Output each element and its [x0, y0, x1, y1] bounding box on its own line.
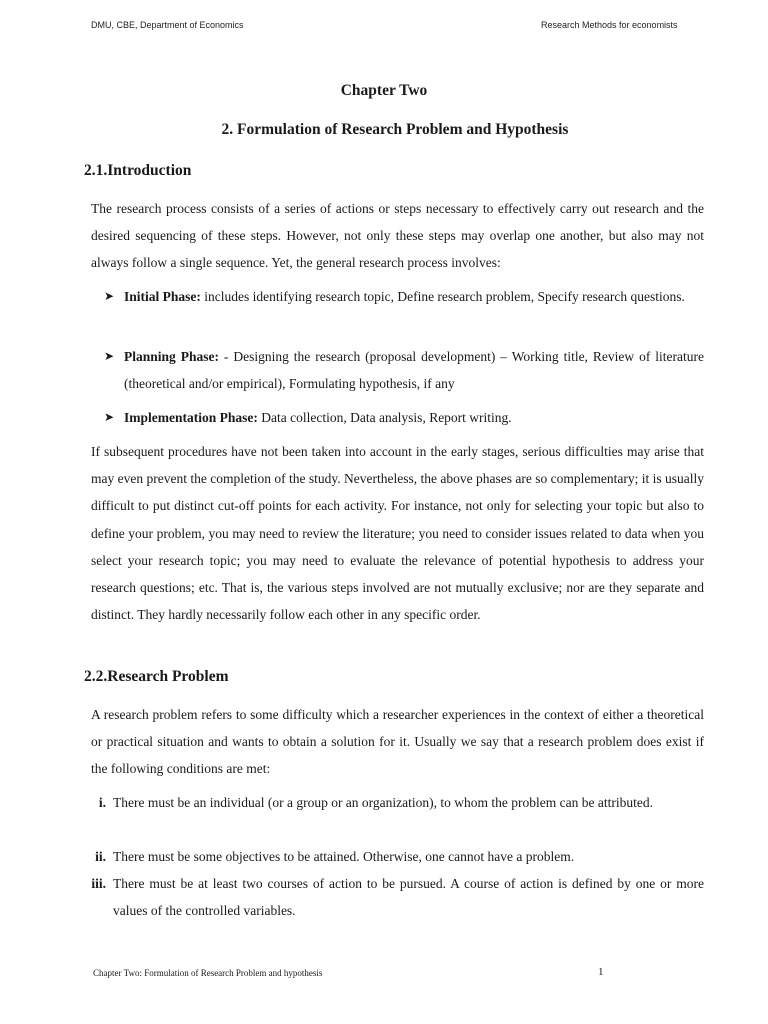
- condition-item: [84, 843, 704, 870]
- item-text: There must be some objectives to be attained. Otherwise, one cannot have a problem.: [113, 849, 575, 864]
- research-problem-paragraph: A research problem refers to some difficulty which a researcher experiences in the context of either a theoretical or practical situation and wants to obtain a solution for it. Usually we say that a research problem does exist if the following conditions are met:: [91, 707, 704, 777]
- chapter-title: 2. Formulation of Research Problem and Hypothesis: [221, 121, 569, 138]
- bullet-label: Planning Phase:: [124, 349, 219, 364]
- item-number: i.: [98, 795, 106, 810]
- item-text: There must be at least two courses of action to be pursued. A course of action is defined by one or more values of the controlled variables.: [113, 876, 704, 919]
- bullet-implementation-phase: [104, 404, 704, 431]
- condition-item: [84, 870, 704, 924]
- bullet-label: Implementation Phase:: [124, 410, 258, 425]
- arrow-bullet-icon: ➤: [104, 289, 115, 303]
- process-paragraph: If subsequent procedures have not been taken into account in the early stages, serious difficulties may arise that may even prevent the completion of the study. Nevertheless, the above phases are so complementary; it is usually difficult to put distinct cut-off points for each activity. For instance, not only for selecting your topic but also to define your problem, you may need to review the literature; you need to consider issues related to data when you select your research topic; you may need to evaluate the relevance of potential hypothesis to address your research questions; etc. That is, the various steps involved are not mutually exclusive; nor are they separate and distinct. They hardly necessarily follow each other in any specific order.: [91, 444, 704, 623]
- bullet-text: Data collection, Data analysis, Report writing.: [257, 410, 512, 425]
- bullet-text: includes identifying research topic, Define research problem, Specify research questions.: [200, 289, 685, 304]
- section-heading-research-problem: 2.2.Research Problem: [84, 668, 229, 685]
- arrow-bullet-icon: ➤: [104, 349, 115, 363]
- bullet-planning-phase: [104, 343, 704, 397]
- condition-item: [84, 789, 704, 816]
- item-number: ii.: [95, 849, 106, 864]
- section-heading-introduction: 2.1.Introduction: [84, 162, 192, 179]
- running-header-right: Research Methods for economists: [541, 20, 678, 30]
- running-header-left: DMU, CBE, Department of Economics: [91, 20, 244, 30]
- item-text: There must be an individual (or a group or an organization), to whom the problem can be attributed.: [113, 795, 653, 810]
- chapter-heading: Chapter Two: [340, 82, 428, 99]
- bullet-label: Initial Phase:: [124, 289, 201, 304]
- item-number: iii.: [91, 876, 106, 891]
- bullet-initial-phase: [104, 283, 704, 310]
- arrow-bullet-icon: ➤: [104, 410, 115, 424]
- running-footer: Chapter Two: Formulation of Research Problem and hypothesis: [93, 968, 323, 978]
- intro-paragraph: The research process consists of a series of actions or steps necessary to effectively carry out research and the desired sequencing of these steps. However, not only these steps may overlap one another, but also may not always follow a single sequence. Yet, the general research process involves:: [91, 201, 704, 271]
- page-number: 1: [598, 966, 604, 978]
- bullet-text: - Designing the research (proposal development) – Working title, Review of literature (theoretical and/or empirical), Formulating hypothesis, if any: [124, 349, 704, 392]
